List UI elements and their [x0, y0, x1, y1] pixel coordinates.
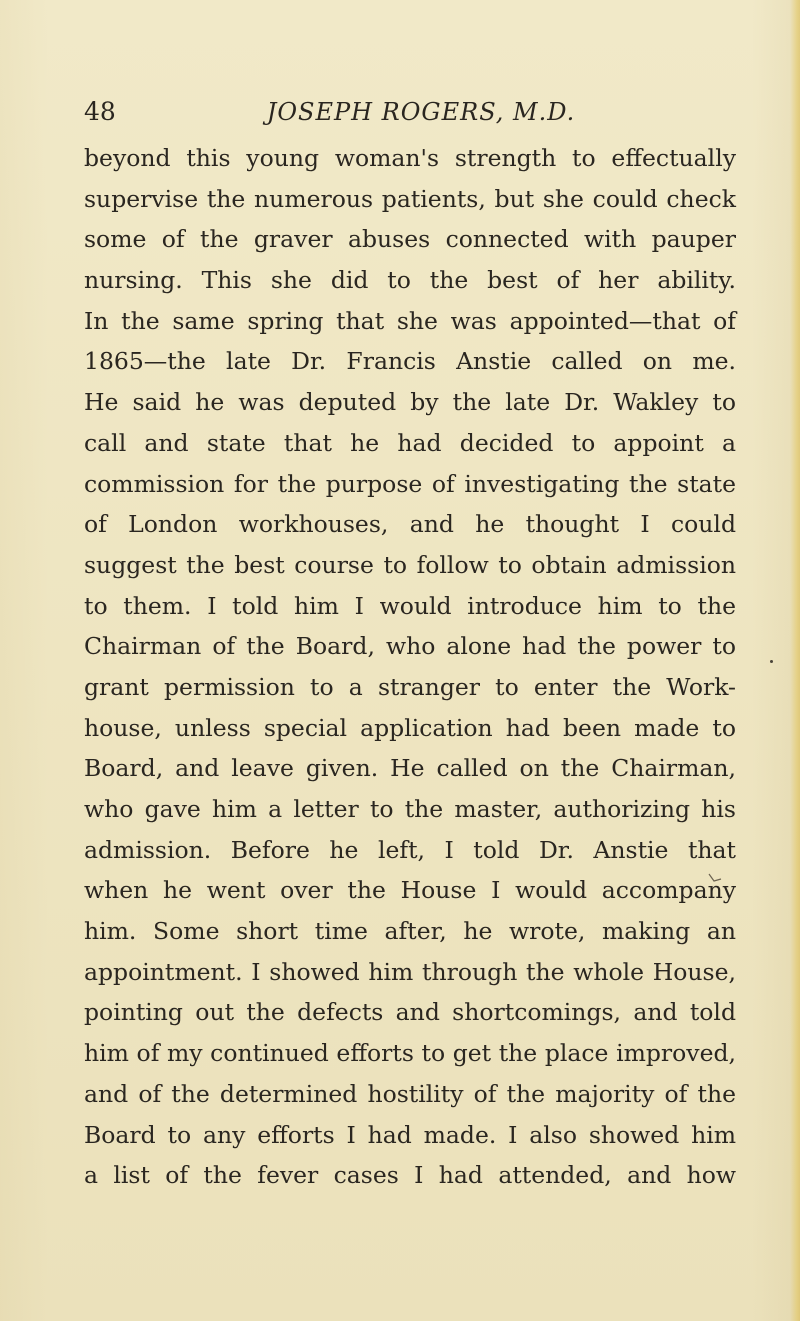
text-line: call and state that he had decided to appoint a — [84, 428, 736, 457]
page-edge — [790, 0, 800, 1321]
text-line: 1865—the late Dr. Francis Anstie called on me. — [84, 347, 736, 376]
page-number: 48 — [84, 97, 116, 126]
text-line: nursing. This she did to the best of her ability. — [84, 266, 736, 295]
text-line: house, unless special application had been made to — [84, 713, 736, 742]
text-line: Chairman of the Board, who alone had the power to — [84, 632, 736, 661]
text-line: who gave him a letter to the master, authorizing his — [84, 795, 736, 823]
text-line: of London workhouses, and he thought I could — [84, 510, 736, 539]
text-line: admission. Before he left, I told Dr. Anstie that — [84, 835, 736, 864]
text-line: some of the graver abuses connected with pauper — [84, 225, 736, 254]
text-line: Board to any efforts I had made. I also showed him — [84, 1120, 736, 1149]
text-line: pointing out the defects and shortcomings, and told — [84, 998, 736, 1027]
text-line: appointment. I showed him through the whole House, — [84, 957, 736, 986]
text-line: He said he was deputed by the late Dr. Wakley to — [84, 388, 736, 417]
text-line: to them. I told him I would introduce him to the — [84, 591, 736, 620]
body-text — [84, 138, 736, 1196]
text-line: beyond this young woman's strength to effectually — [84, 144, 736, 172]
text-line: supervise the numerous patients, but she could check — [84, 184, 736, 213]
text-line: In the same spring that she was appointed—that of — [84, 306, 736, 335]
text-line: a list of the fever cases I had attended, and how — [84, 1161, 736, 1190]
text-line: when he went over the House I would accompany — [84, 876, 736, 905]
text-line: commission for the purpose of investigating the state — [84, 469, 736, 498]
page-header — [84, 96, 734, 136]
text-line: Board, and leave given. He called on the Chairman, — [84, 754, 736, 783]
text-line: grant permission to a stranger to enter the Work- — [84, 672, 736, 701]
margin-mark — [708, 873, 722, 883]
text-line: suggest the best course to follow to obtain admission — [84, 550, 736, 579]
running-head: JOSEPH ROGERS, M.D. — [266, 98, 576, 126]
text-line: him. Some short time after, he wrote, making an — [84, 917, 736, 946]
text-line: and of the determined hostility of the majority of the — [84, 1079, 736, 1108]
text-line: him of my continued efforts to get the place improved, — [84, 1039, 736, 1068]
margin-speck — [770, 660, 773, 663]
